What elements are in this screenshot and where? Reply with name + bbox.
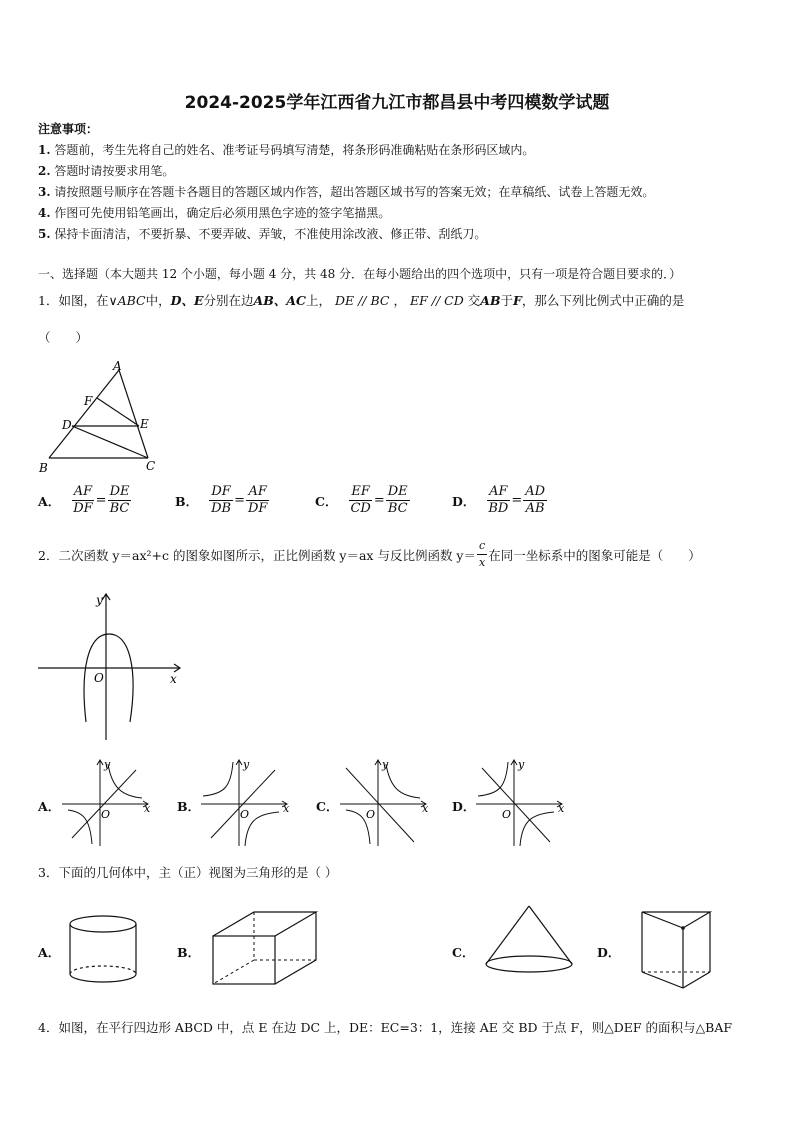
axis-label-y: y (243, 758, 250, 771)
q2-option-b-graph[interactable] (199, 758, 291, 848)
axis-label-y: y (96, 593, 103, 607)
notice-item-num: 1. (38, 143, 51, 157)
origin-label: O (502, 808, 512, 821)
question-1-stem (38, 291, 684, 309)
q2-option-d-label[interactable]: D． (452, 799, 476, 814)
q2-text: 2．二次函数 y＝ax²+c 的图象如图所示，正比例函数 y＝ax 与反比例函数 y＝ (38, 547, 476, 563)
fraction: $\frac{EF}{CD}$ (350, 484, 371, 516)
q1-option-a[interactable]: A． $\frac{AF}{DF}$ = $\frac{DE}{BC}$ (38, 484, 130, 516)
notice-item (38, 225, 486, 242)
q1-points: D、E (170, 293, 204, 308)
q1-text: 中， (145, 293, 171, 308)
q1-option-b[interactable]: B． $\frac{DF}{DB}$ = $\frac{AF}{DF}$ (175, 484, 268, 516)
q1-point: F (513, 293, 522, 308)
notice-item-text: 保持卡面清洁，不要折暴、不要弄破、弄皱，不准使用涂改液、修正带、刮纸刀。 (54, 227, 487, 241)
vertex-label-c: C (146, 459, 156, 473)
q1-option-c[interactable]: C． $\frac{EF}{CD}$ = $\frac{DE}{BC}$ (315, 484, 408, 516)
origin-label: O (94, 671, 104, 685)
q2-text: 在同一坐标系中的图象可能是（ ） (488, 547, 701, 563)
vertex-label-a: A (113, 359, 122, 373)
fraction: $\frac{DF}{DB}$ (211, 484, 232, 516)
cone-figure[interactable] (480, 902, 578, 978)
answer-paren: （ ） (38, 330, 89, 345)
question-3-stem: 3．下面的几何体中，主（正）视图为三角形的是（ ） (38, 865, 338, 880)
notice-item (38, 141, 534, 158)
q2-option-d-graph[interactable] (474, 758, 566, 848)
q2-option-a-label[interactable]: A． (38, 799, 61, 814)
origin-label: O (366, 808, 376, 821)
q2-option-b-label[interactable]: B． (177, 799, 201, 814)
triangle-figure (36, 358, 166, 476)
q1-side: AB (480, 293, 501, 308)
q1-text: 交 (467, 293, 481, 308)
notice-item-text: 答题时请按要求用笔。 (54, 164, 175, 178)
axis-label-y: y (518, 758, 525, 771)
q3-option-d-label[interactable]: D． (597, 945, 621, 960)
axis-label-y: y (104, 758, 111, 771)
q1-sides: AB、AC (253, 293, 306, 308)
fraction: $\frac{DE}{BC}$ (387, 484, 408, 516)
cylinder-figure[interactable] (64, 912, 142, 988)
q1-text: ， (393, 293, 406, 308)
fraction: $\frac{AF}{DF}$ (247, 484, 268, 516)
notice-item-num: 5. (38, 227, 51, 241)
notice-item-num: 2. (38, 164, 51, 178)
notice-item (38, 204, 390, 221)
axis-label-x: x (144, 802, 151, 815)
notice-item-text: 作图可先使用铅笔画出，确定后必须用黑色字迹的签字笔描黑。 (54, 206, 391, 220)
q1-text: 上， (305, 293, 331, 308)
q1-text: 1．如图，在 (38, 293, 109, 308)
axis-label-x: x (283, 802, 290, 815)
vertex-label-d: D (62, 418, 72, 432)
q2-option-a-graph[interactable] (60, 758, 152, 848)
option-label: D． (452, 493, 476, 509)
fraction-c-over-x: $\frac{c}{x}$ (479, 539, 486, 569)
q2-option-c-graph[interactable] (338, 758, 430, 848)
option-label: B． (175, 493, 199, 509)
origin-label: O (101, 808, 111, 821)
axis-label-x: x (558, 802, 565, 815)
fraction: $\frac{AF}{DF}$ (73, 484, 93, 516)
option-label: C． (315, 493, 338, 509)
notice-item-num: 3. (38, 185, 51, 199)
notice-item (38, 162, 174, 179)
cuboid-figure[interactable] (208, 908, 326, 988)
notice-item (38, 183, 654, 200)
q1-text: ，那么下列比例式中正确的是 (521, 293, 685, 308)
q1-option-d[interactable]: D． $\frac{AF}{BD}$ = $\frac{AD}{AB}$ (452, 484, 546, 516)
notice-item-text: 答题前，考生先将自己的姓名、准考证号码填写清楚，将条形码准确粘贴在条形码区域内。 (54, 143, 535, 157)
q1-text: 于 (500, 293, 514, 308)
q3-option-a-label[interactable]: A． (38, 945, 61, 960)
fraction: $\frac{AD}{AB}$ (525, 484, 546, 516)
vertex-label-e: E (140, 417, 149, 431)
question-2-stem (38, 538, 701, 571)
parabola-graph (36, 590, 186, 745)
fraction: $\frac{AF}{BD}$ (488, 484, 509, 516)
notice-item-text: 请按照题号顺序在答题卡各题目的答题区域内作答，超出答题区域书写的答案无效；在草稿纸、试卷上答题无效。 (54, 185, 655, 199)
fraction: $\frac{DE}{BC}$ (109, 484, 130, 516)
axis-label-x: x (170, 672, 177, 686)
notice-item-num: 4. (38, 206, 51, 220)
vertex-label-b: B (39, 461, 48, 475)
section-heading: 一、选择题（本大题共 12 个小题，每小题 4 分，共 48 分．在每小题给出的四个选项中，只有一项是符合题目要求的．） (38, 267, 682, 281)
q1-triangle: ∨ABC (108, 293, 146, 308)
question-4-stem: 4．如图，在平行四边形 ABCD 中，点 E 在边 DC 上，DE：EC=3：1，连接 AE 交 BD 于点 F，则△DEF 的面积与△BAF (38, 1020, 733, 1035)
triangular-prism-figure[interactable] (636, 906, 716, 992)
q1-condition: EF // CD (409, 293, 464, 308)
notice-heading: 注意事项： (38, 122, 99, 136)
origin-label: O (240, 808, 250, 821)
page-title: 2024-2025学年江西省九江市都昌县中考四模数学试题 (184, 93, 610, 113)
axis-label-y: y (382, 758, 389, 771)
q1-text: 分别在边 (203, 293, 254, 308)
q2-option-c-label[interactable]: C． (316, 799, 339, 814)
q1-condition: DE // BC (334, 293, 390, 308)
q3-option-b-label[interactable]: B． (177, 945, 201, 960)
q3-option-c-label[interactable]: C． (452, 945, 475, 960)
vertex-label-f: F (84, 394, 93, 408)
axis-label-x: x (422, 802, 429, 815)
option-label: A． (38, 493, 61, 509)
